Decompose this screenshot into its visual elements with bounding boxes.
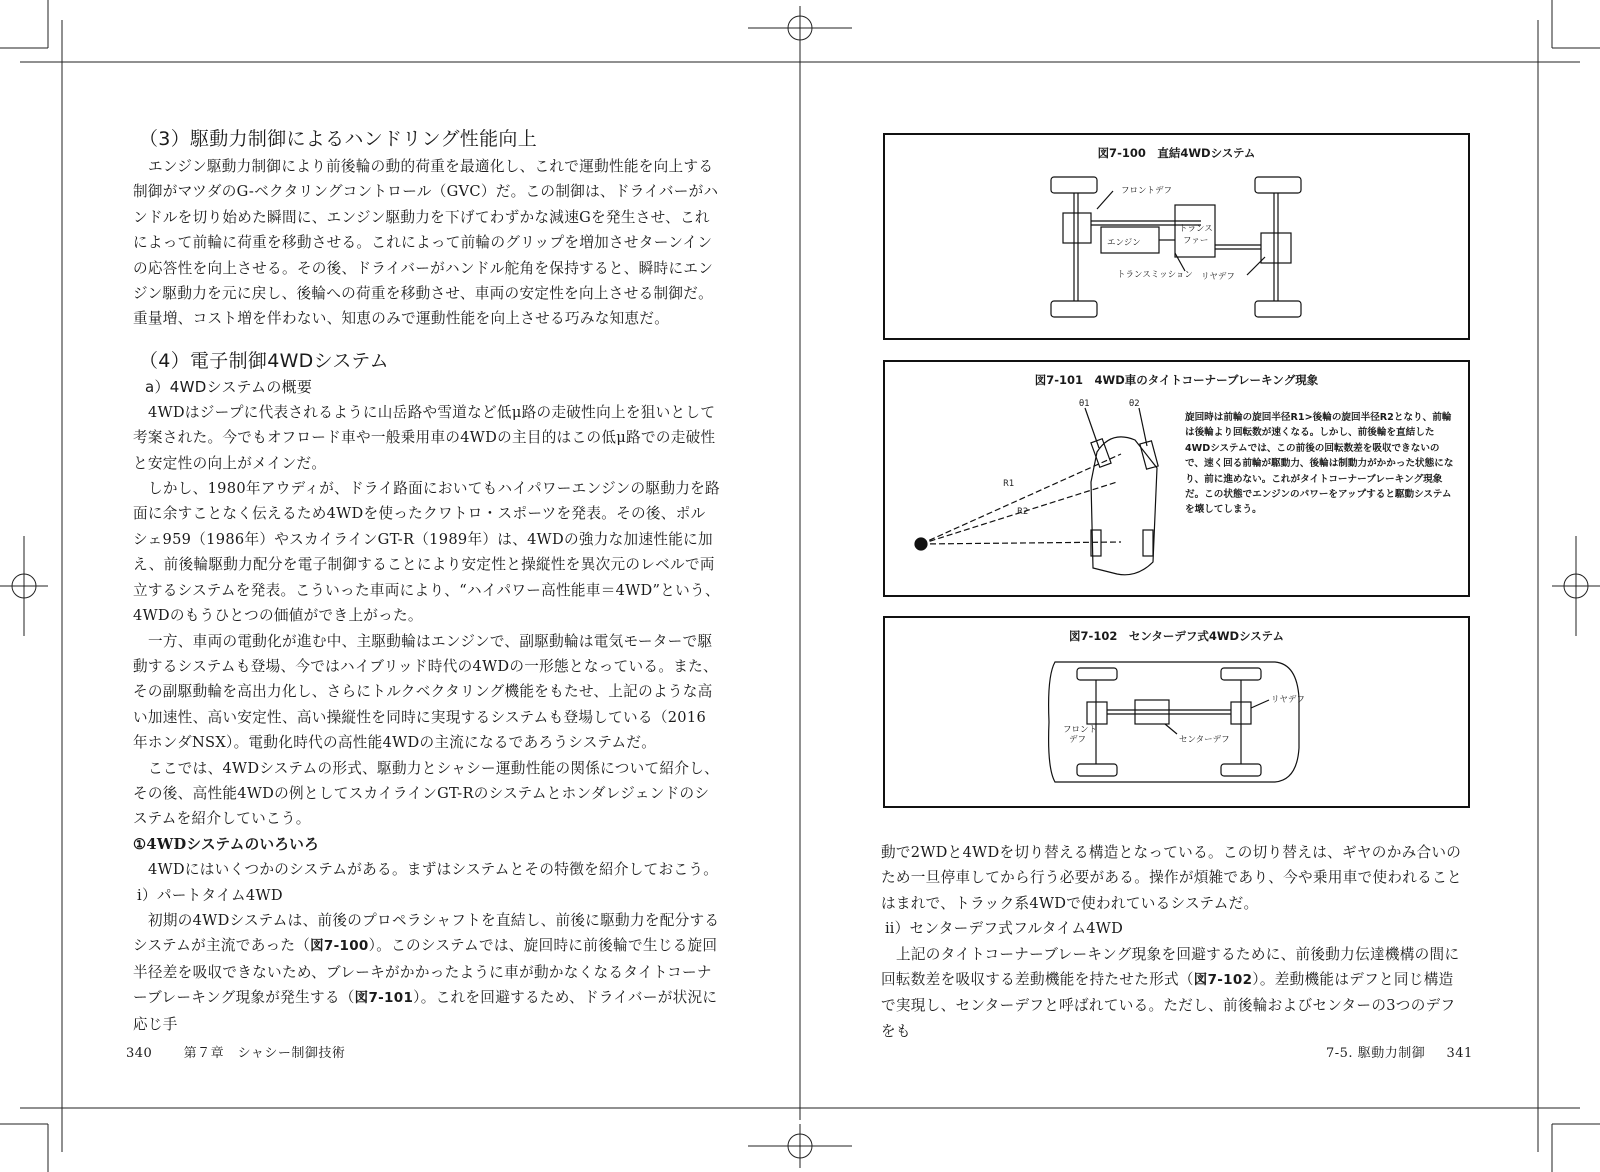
figure-7-101 bbox=[883, 360, 1470, 597]
right-section-title: 7-5. 駆動力制御 bbox=[1326, 1046, 1426, 1061]
figure-7-100 bbox=[883, 133, 1470, 340]
right-page-number: 341 bbox=[1446, 1046, 1473, 1061]
left-footer bbox=[126, 1042, 345, 1061]
label-transfer-1: トランス bbox=[1179, 224, 1213, 234]
left-body-text bbox=[133, 124, 720, 1037]
label-transfer-2: ファー bbox=[1183, 236, 1209, 246]
rear-diff-box bbox=[1261, 233, 1291, 263]
paragraph-4wd-history: しかし、1980年アウディが、ドライ路面においてもハイパワーエンジンの駆動力を路面に余すことなく伝えるため4WDを使ったクワトロ・スポーツを発表。その後、ポルシェ959（1986年）やスカイラインGT-R（1989年）は、4WDの強力な加速性能に加え、前後輪駆動力配分を電子制御することにより安定性と操縦性を異次元のレベルで両立するシステムを発表。こういった車両により、“ハイパワー高性能車＝4WD”という、4WDのもうひとつの価値ができ上がった。 bbox=[133, 480, 720, 625]
subsection-ii-heading: ⅱ）センターデフ式フルタイム4WD bbox=[885, 920, 1124, 938]
center-diff-4wd-diagram bbox=[885, 618, 1468, 806]
wheel-fl bbox=[1051, 177, 1097, 193]
wheel-fl bbox=[1077, 668, 1117, 680]
wheel-fr bbox=[1221, 668, 1261, 680]
label-center-diff: センターデフ bbox=[1179, 735, 1230, 745]
front-right-tire bbox=[1140, 441, 1158, 469]
wheel-rr bbox=[1221, 764, 1261, 776]
figure-ref-7-100[interactable]: 図7-100 bbox=[310, 938, 369, 955]
subsection-i-heading: ⅰ）パートタイム4WD bbox=[137, 886, 283, 904]
figure-ref-7-101[interactable]: 図7-101 bbox=[354, 990, 414, 1007]
figure-7-101-caption: 図7-101 4WD車のタイトコーナーブレーキング現象 bbox=[1034, 373, 1319, 387]
paragraph-center-diff: 上記のタイトコーナーブレーキング現象を回避するために、前後動力伝達機構の間に回転数差を吸収する差動機能を持たせた形式（図7-102）。差動機能はデフと同じ構造で実現し、センターデフと呼ばれている。ただし、前後輪およびセンターの3つのデフをも bbox=[881, 945, 1460, 1040]
subsection-a-heading: a）4WDシステムの概要 bbox=[145, 377, 313, 396]
front-diff-box bbox=[1087, 702, 1107, 724]
left-page-number: 340 bbox=[126, 1046, 153, 1061]
label-r2: R2 bbox=[1017, 507, 1029, 517]
label-theta1: θ1 bbox=[1079, 399, 1090, 409]
wheel-rl bbox=[1051, 301, 1097, 317]
front-left-tire bbox=[1091, 439, 1111, 468]
label-front-diff-1: フロント bbox=[1063, 725, 1098, 735]
direct-4wd-diagram bbox=[885, 135, 1468, 338]
figure-ref-7-102[interactable]: 図7-102 bbox=[1193, 972, 1253, 989]
right-body-text bbox=[881, 840, 1468, 1044]
paragraph-4wd-origin: 4WDはジープに代表されるように山岳路や雪道など低μ路の走破性向上を狙いとして考案された。今でもオフロード車や一般乗用車の4WDの主目的はこの低μ路での走破性と安定性の向上がメインだ。 bbox=[133, 403, 716, 472]
figure-7-100-caption: 図7-100 直結4WDシステム bbox=[1097, 146, 1256, 160]
label-engine: エンジン bbox=[1107, 238, 1141, 248]
label-rear-diff: リヤデフ bbox=[1201, 272, 1235, 282]
section-3-heading: （3）駆動力制御によるハンドリング性能向上 bbox=[139, 128, 538, 150]
center-diff-box bbox=[1135, 700, 1169, 724]
label-transmission: トランスミッション bbox=[1117, 270, 1193, 280]
label-front-diff-2: デフ bbox=[1069, 735, 1087, 745]
section-3-paragraph: エンジン駆動力制御により前後輪の動的荷重を最適化し、これで運動性能を向上する制御がマツダのG-ベクタリングコントロール（GVC）だ。この制御は、ドライバーがハンドルを切り始めた瞬間に、エンジン駆動力を下げてわずかな減速Gを発生させ、これによって前輪に荷重を移動させる。これによって前輪のグリップを増加させターンインの応答性を向上させる。その後、ドライバーがハンドル舵角を保持すると、瞬時にエンジン駆動力を元に戻し、後輪への荷重を移動させ、車両の安定性を向上させる制御だ。重量増、コスト増を伴わない、知恵のみで運動性能を向上させる巧みな知恵だ。 bbox=[133, 158, 719, 328]
label-rear-diff: リヤデフ bbox=[1271, 695, 1305, 705]
wheel-fr bbox=[1255, 177, 1301, 193]
right-footer bbox=[1326, 1042, 1473, 1061]
wheel-rr bbox=[1255, 301, 1301, 317]
figure-7-101-note: 旋回時は前輪の旋回半径R1>後輪の旋回半径R2となり、前輪は後輪より回転数が速くなる。しかし、前後輪を直結した4WDシステムでは、この前後の回転数差を吸収できないので、速く回る前輪が駆動力、後輪は制動力がかかった状態になり、前に進めない。これがタイトコーナーブレーキング現象だ。この状態でエンジンのパワーをアップすると駆動システムを壊してしまう。 bbox=[1185, 412, 1454, 516]
section-4-heading: （4）電子制御4WDシステム bbox=[139, 349, 389, 372]
label-r1: R1 bbox=[1003, 479, 1015, 489]
paragraph-4wd-types: 4WDにはいくつかのシステムがある。まずはシステムとその特徴を紹介しておこう。 bbox=[148, 861, 719, 879]
front-diff-box bbox=[1063, 213, 1091, 243]
paragraph-part-time: 初期の4WDシステムは、前後のプロペラシャフトを直結し、前後に駆動力を配分するシステムが主流であった（図7-100）。このシステムでは、旋回時に前後輪で生じる旋回半径差を吸収できないため、ブレーキがかかったように車が動かなくなるタイトコーナーブレーキング現象が発生する（図7-101）。これを回避するため、ドライバーが状況に応じ手 bbox=[133, 911, 720, 1033]
wheel-rl bbox=[1077, 764, 1117, 776]
paragraph-4wd-electrification: 一方、車両の電動化が進む中、主駆動輪はエンジンで、副駆動輪は電気モーターで駆動するシステムも登場、今ではハイブリッド時代の4WDの一形態となっている。また、その副駆動輪を高出力化し、さらにトルクベクタリング機能をもたせ、上記のような高い加速性、高い安定性、高い操縦性を同時に実現するシステムも登場している（2016年ホンダNSX）。電動化時代の高性能4WDの主流になるであろうシステムだ。 bbox=[133, 632, 718, 752]
subsection-1-heading: ①4WDシステムのいろいろ bbox=[133, 835, 320, 853]
figure-7-102 bbox=[883, 616, 1470, 808]
rear-right-tire bbox=[1143, 530, 1153, 556]
label-front-diff: フロントデフ bbox=[1121, 186, 1173, 196]
label-theta2: θ2 bbox=[1129, 399, 1140, 409]
figure-7-102-caption: 図7-102 センターデフ式4WDシステム bbox=[1069, 629, 1284, 643]
paragraph-part-time-cont: 動で2WDと4WDを切り替える構造となっている。この切り替えは、ギヤのかみ合いのため一旦停車してから行う必要がある。操作が煩雑であり、今や乗用車で使われることはまれで、トラック系4WDで使われているシステムだ。 bbox=[881, 844, 1462, 912]
left-chapter-title: 第７章 シャシー制御技術 bbox=[183, 1046, 346, 1061]
paragraph-4wd-intro: ここでは、4WDシステムの形式、駆動力とシャシー運動性能の関係について紹介し、その後、高性能4WDの例としてスカイラインGT-Rのシステムとホンダレジェンドのシステムを紹介していこう。 bbox=[133, 759, 720, 828]
